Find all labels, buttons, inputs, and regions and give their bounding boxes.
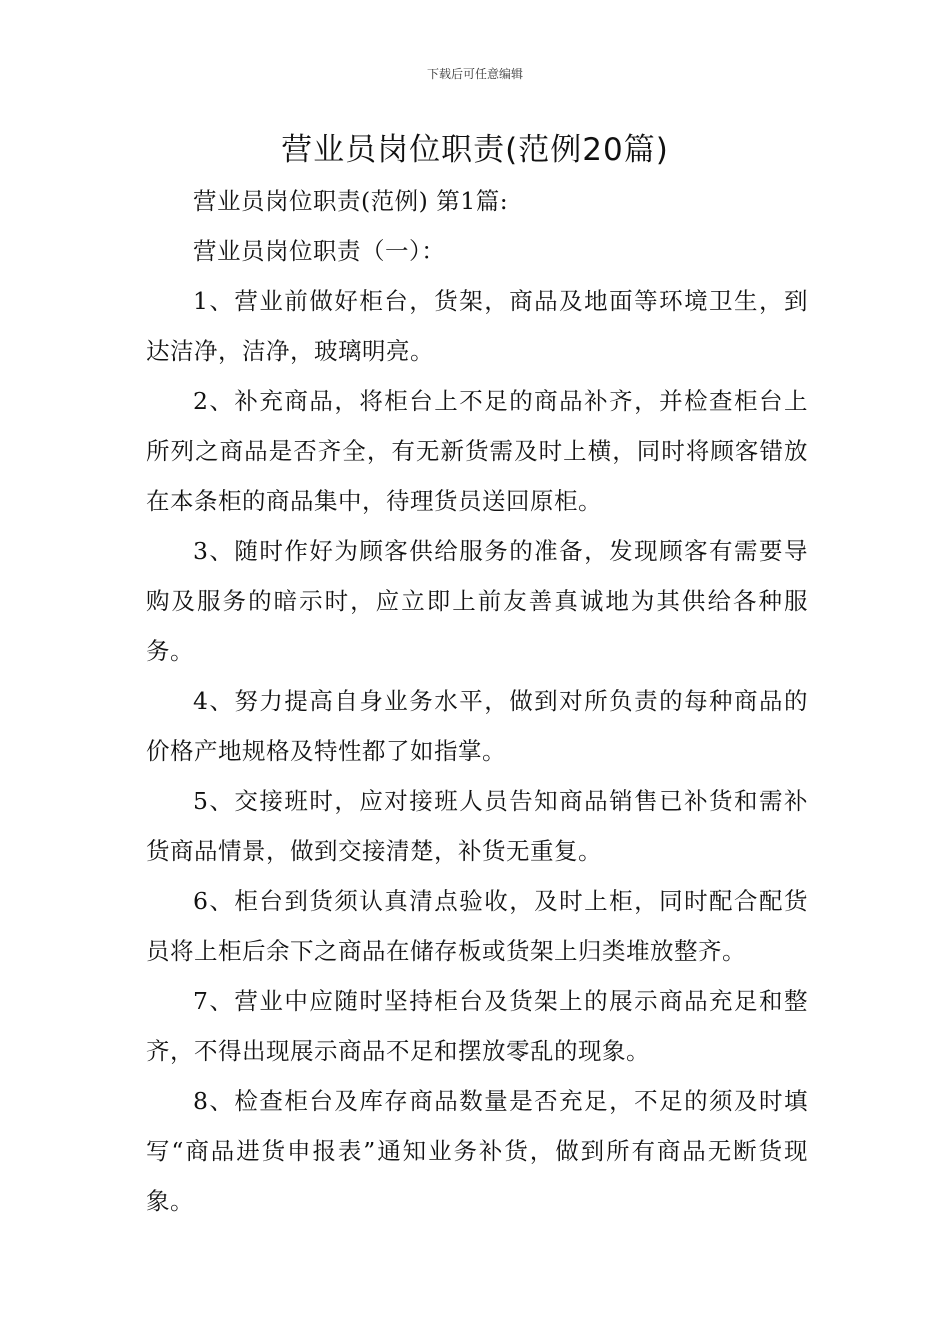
duty-item-5: 5、交接班时，应对接班人员告知商品销售已补货和需补货商品情景，做到交接清楚，补货无重复。 — [146, 787, 808, 865]
document-title: 营业员岗位职责(范例20篇) — [281, 132, 669, 168]
duty-item-6: 6、柜台到货须认真清点验收，及时上柜，同时配合配货员将上柜后余下之商品在储存板或货架上归类堆放整齐。 — [146, 887, 808, 965]
duty-item-4: 4、努力提高自身业务水平，做到对所负责的每种商品的价格产地规格及特性都了如指掌。 — [146, 687, 808, 765]
document-body — [146, 176, 808, 1226]
duty-item-2: 2、补充商品，将柜台上不足的商品补齐，并检查柜台上所列之商品是否齐全，有无新货需及时上横，同时将顾客错放在本条柜的商品集中，待理货员送回原柜。 — [146, 387, 808, 515]
duty-item-1: 1、营业前做好柜台，货架，商品及地面等环境卫生，到达洁净，洁净，玻璃明亮。 — [146, 287, 808, 365]
duty-item-7: 7、营业中应随时坚持柜台及货架上的展示商品充足和整齐，不得出现展示商品不足和摆放零乱的现象。 — [146, 987, 808, 1065]
section-heading: 营业员岗位职责(范例) 第1篇: — [193, 187, 509, 215]
duty-item-3: 3、随时作好为顾客供给服务的准备，发现顾客有需要导购及服务的暗示时，应立即上前友善真诚地为其供给各种服务。 — [146, 537, 808, 665]
duty-item-8: 8、检查柜台及库存商品数量是否充足，不足的须及时填写“商品进货申报表”通知业务补货，做到所有商品无断货现象。 — [146, 1087, 808, 1215]
subsection-heading: 营业员岗位职责（一）： — [193, 237, 446, 265]
header-note: 下载后可任意编辑 — [426, 67, 523, 81]
